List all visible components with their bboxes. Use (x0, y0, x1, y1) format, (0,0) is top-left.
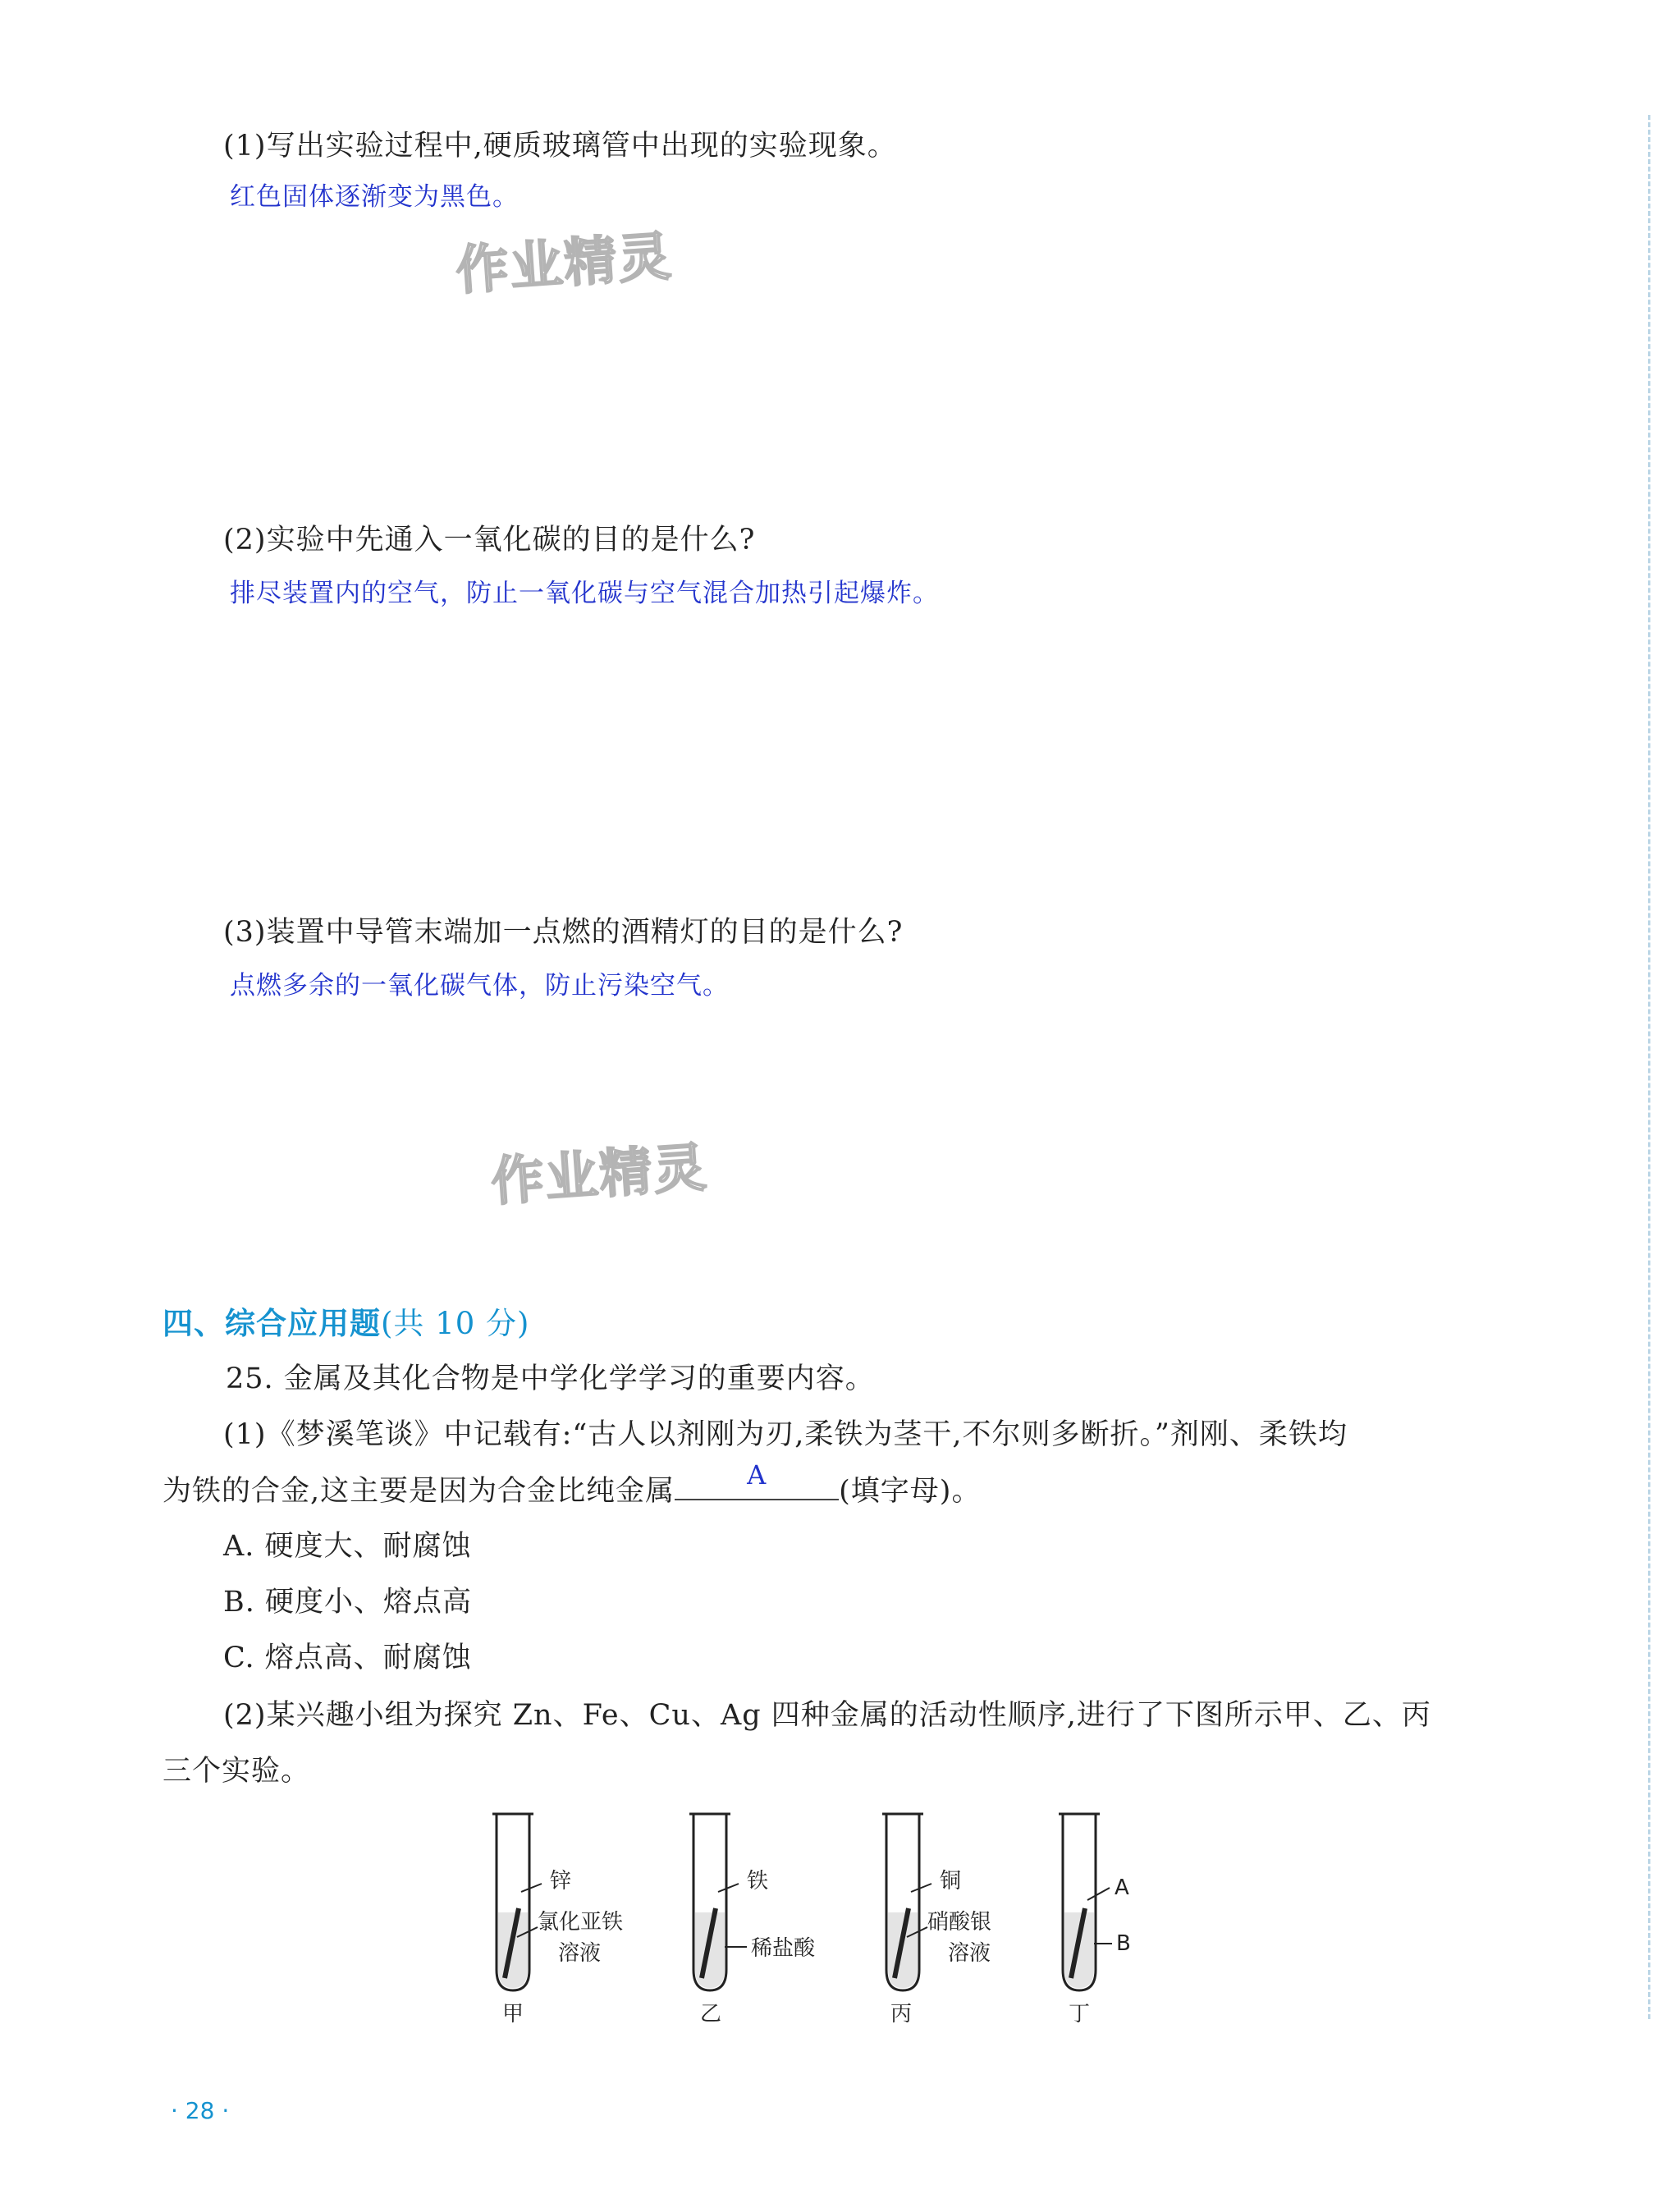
tube-bing (882, 1814, 991, 2027)
tube-bing-solution: 硝酸银 (927, 1910, 992, 1935)
question-25-part2-line1: (2)某兴趣小组为探究 Zn、Fe、Cu、Ag 四种金属的活动性顺序,进行了下图所示甲、乙、丙 (223, 1699, 1431, 1732)
watermark: 作业精灵 (454, 226, 675, 303)
tube-bing-metal: 铜 (940, 1869, 962, 1894)
test-tube-figure (460, 1806, 1165, 2027)
tube-ding-solution: B (1116, 1931, 1131, 1956)
option-b: B. 硬度小、熔点高 (223, 1586, 472, 1619)
question-2: (2)实验中先通入一氧化碳的目的是什么? (223, 524, 756, 556)
tube-ding (1059, 1814, 1131, 2027)
answer-blank (675, 1459, 839, 1500)
tube-jia-metal: 锌 (550, 1869, 572, 1894)
margin-dashed-rule (1648, 115, 1650, 2019)
tube-yi (689, 1814, 816, 2027)
question-25-part2-line2: 三个实验。 (162, 1755, 311, 1788)
tube-bing-solution-2: 溶液 (948, 1941, 991, 1966)
option-c: C. 熔点高、耐腐蚀 (223, 1642, 472, 1674)
tube-jia-solution-2: 溶液 (558, 1941, 602, 1966)
question-25-part1-line2 (162, 1459, 982, 1509)
tube-bing-label: 丙 (890, 2002, 913, 2027)
tube-yi-label: 乙 (700, 2002, 722, 2027)
page-number: · 28 · (171, 2097, 230, 2124)
question-1: (1)写出实验过程中,硬质玻璃管中出现的实验现象。 (223, 130, 897, 163)
question-3: (3)装置中导管末端加一点燃的酒精灯的目的是什么? (223, 916, 904, 949)
tube-jia-solution: 氯化亚铁 (538, 1910, 624, 1935)
section-title: 四、综合应用题 (162, 1306, 381, 1341)
tube-ding-label: 丁 (1069, 2002, 1091, 2027)
blank-answer: A (747, 1459, 767, 1491)
tube-jia-label: 甲 (502, 2002, 524, 2027)
answer-2: 排尽装置内的空气，防止一氧化碳与空气混合加热引起爆炸。 (230, 579, 939, 608)
tube-ding-metal: A (1115, 1875, 1129, 1900)
question-25-stem: 25. 金属及其化合物是中学化学学习的重要内容。 (226, 1362, 875, 1395)
section-heading (162, 1298, 529, 1343)
tube-yi-metal: 铁 (747, 1869, 769, 1894)
tube-jia (492, 1814, 623, 2027)
question-25-part1-line1: (1)《梦溪笔谈》中记载有:“古人以剂刚为刃,柔铁为茎干,不尔则多断折。”剂刚、柔铁均 (223, 1418, 1348, 1451)
section-points: (共 10 分) (381, 1306, 530, 1341)
test-tube-diagram (460, 1806, 1165, 2027)
watermark: 作业精灵 (489, 1137, 710, 1214)
tube-yi-solution: 稀盐酸 (751, 1936, 816, 1961)
part1-text-after: (填字母)。 (839, 1475, 982, 1508)
option-a: A. 硬度大、耐腐蚀 (223, 1530, 472, 1563)
answer-1: 红色固体逐渐变为黑色。 (230, 182, 519, 212)
answer-3: 点燃多余的一氧化碳气体，防止污染空气。 (230, 971, 729, 1001)
part1-text-before: 为铁的合金,这主要是因为合金比纯金属 (162, 1475, 675, 1508)
